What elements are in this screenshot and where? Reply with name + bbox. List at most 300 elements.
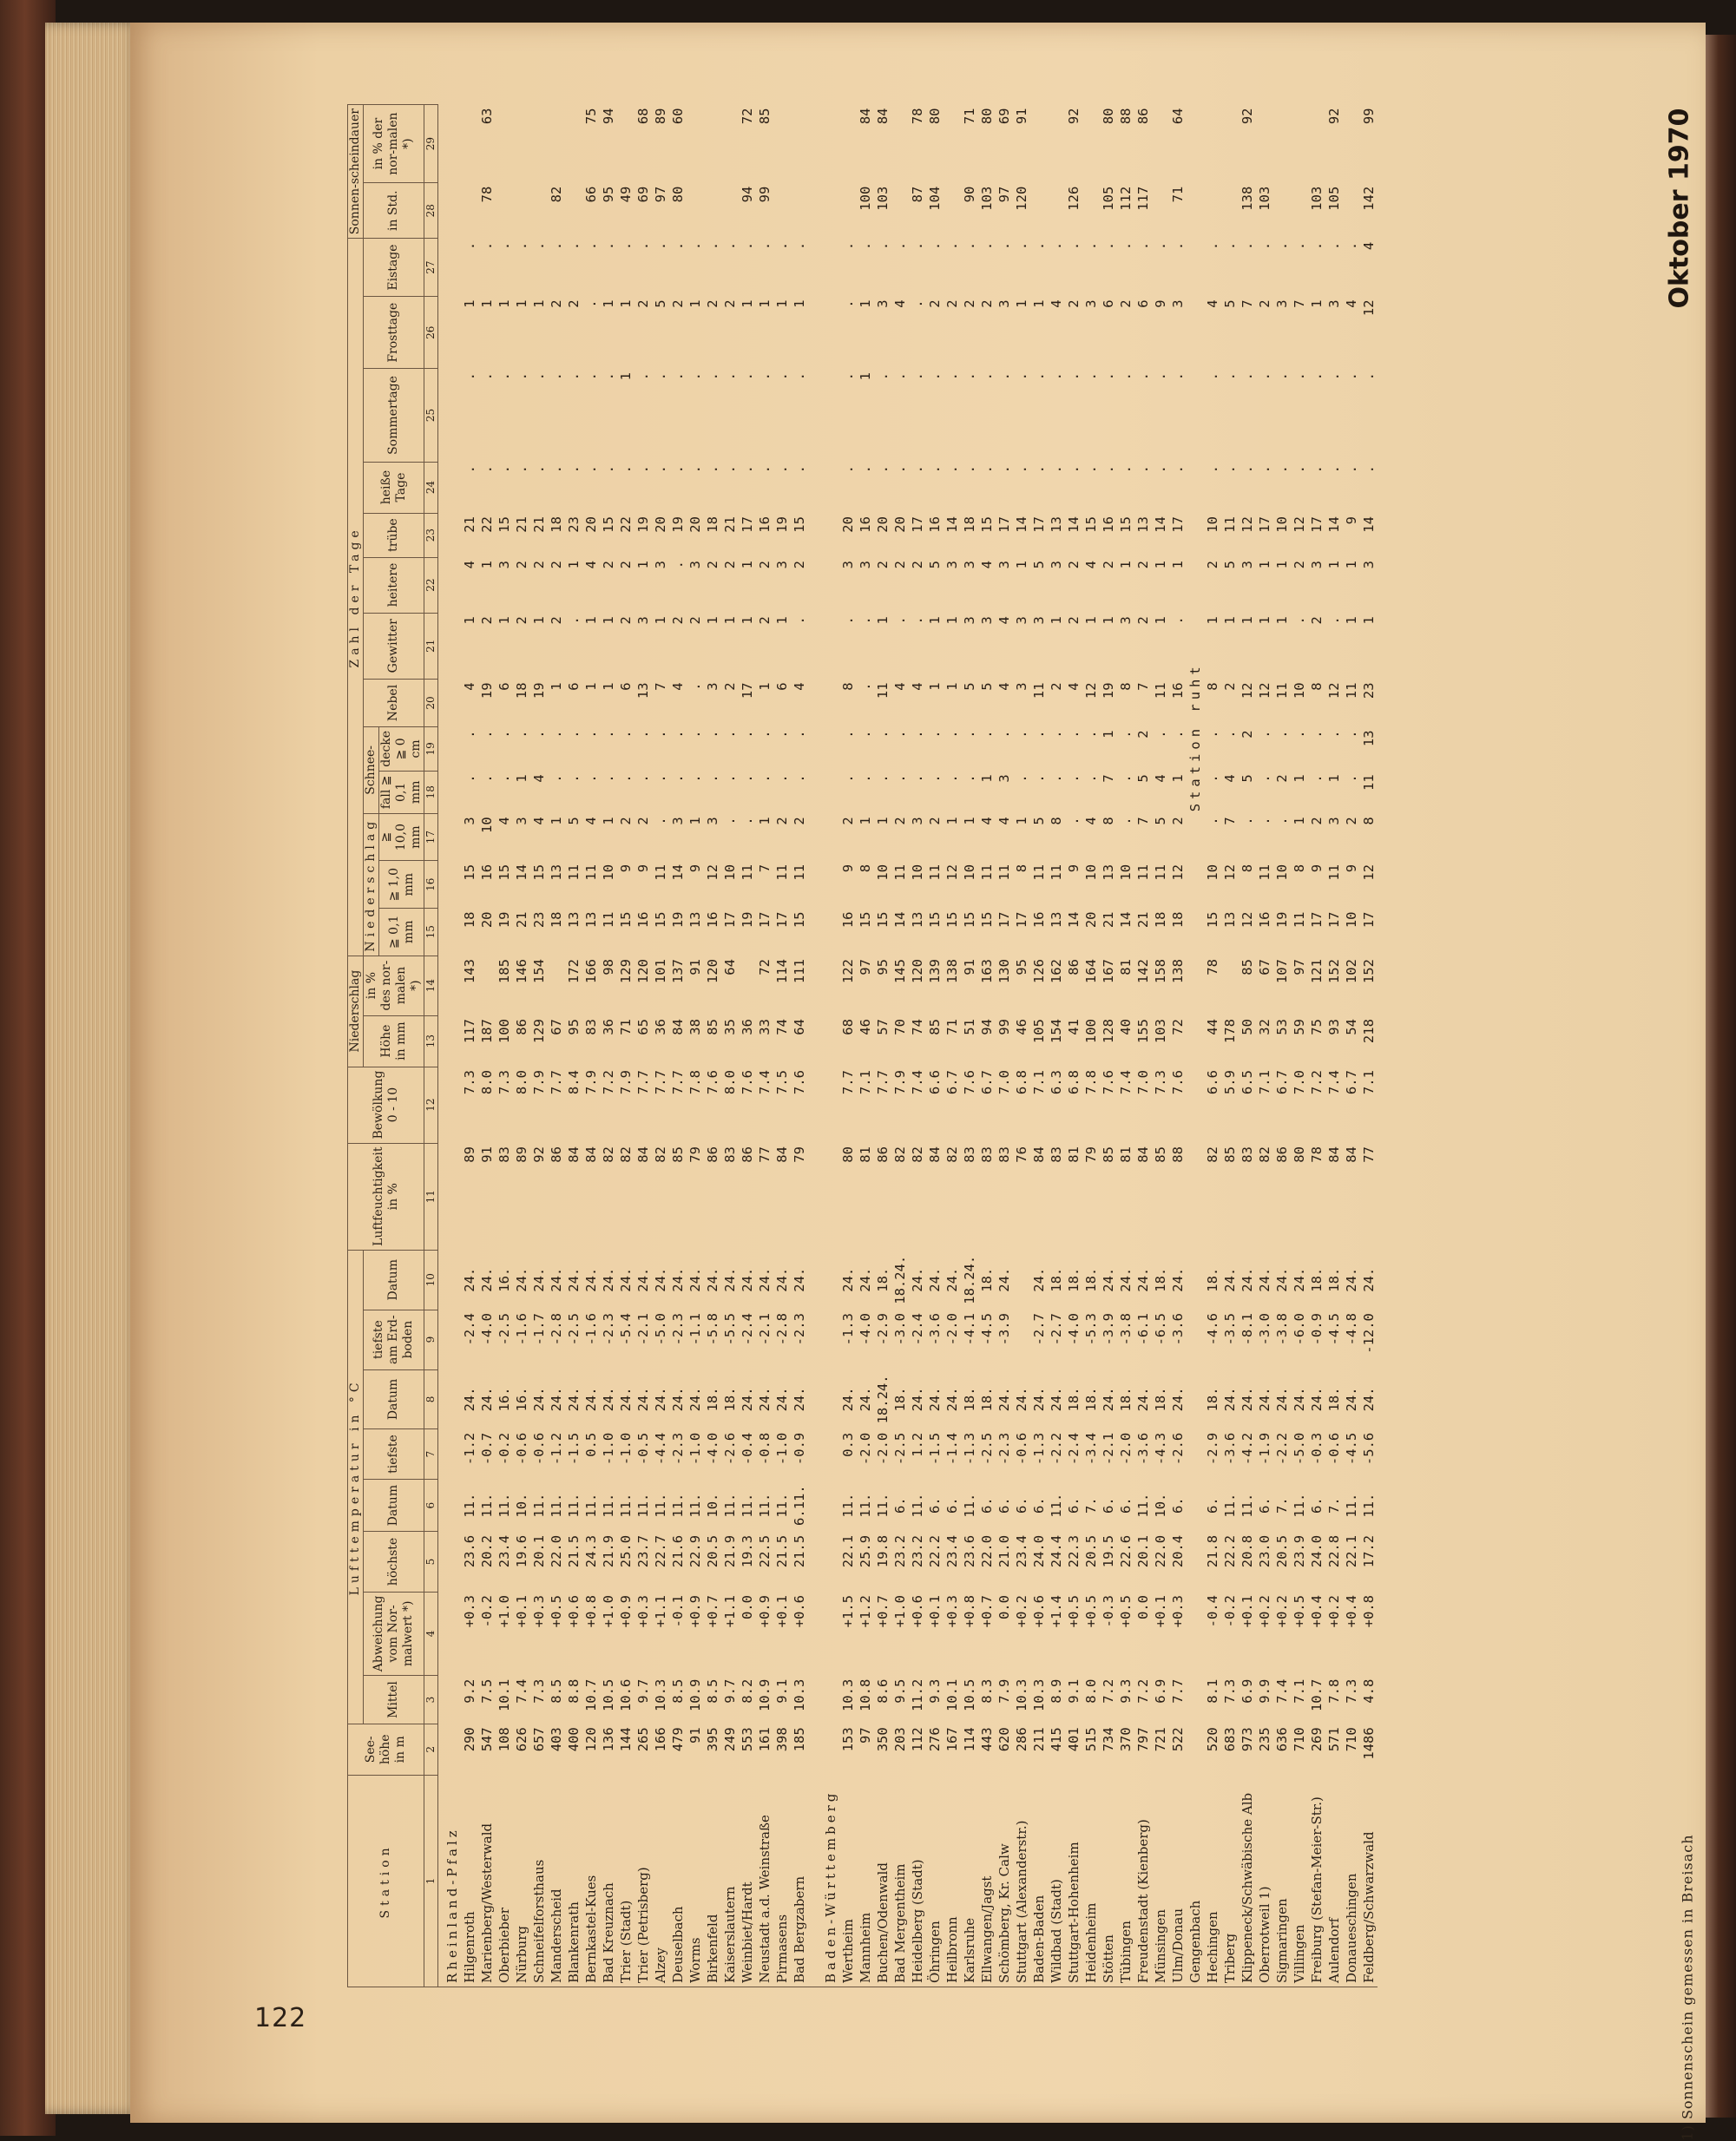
data-cell: 1	[1326, 561, 1342, 569]
data-cell: -2.4	[1066, 1432, 1082, 1466]
data-cell: 1	[496, 299, 512, 308]
data-cell: 11.	[774, 1493, 790, 1518]
data-cell: -1.3	[962, 1432, 977, 1466]
data-cell: -2.9	[875, 1313, 891, 1346]
data-cell: 91	[479, 1146, 495, 1163]
data-cell	[721, 105, 739, 183]
column-number: 15	[424, 908, 438, 956]
data-cell: 91	[1014, 108, 1029, 125]
data-cell: 95	[1014, 959, 1029, 975]
data-cell	[739, 956, 756, 1015]
data-cell: 11	[566, 864, 582, 881]
data-cell	[1048, 183, 1065, 239]
data-cell: .	[740, 371, 755, 381]
table-row	[1117, 105, 1134, 1987]
data-cell: 21.9	[722, 1534, 738, 1568]
data-cell: 23	[531, 911, 547, 929]
data-cell: 24.	[910, 1387, 925, 1412]
sub-ge-0-1: ≧ 0,1 mm	[379, 908, 424, 956]
sub-schneedecke: decke ≧ 0 cm	[379, 726, 424, 771]
table-row	[582, 105, 600, 1987]
data-cell: 85	[1240, 959, 1255, 975]
group-heading: Baden-Württemberg	[817, 105, 839, 1987]
data-cell: 103	[1309, 186, 1325, 211]
data-cell: -0.3	[1101, 1595, 1116, 1628]
data-cell: 24.	[1257, 1387, 1272, 1412]
data-cell: -6.5	[1153, 1313, 1168, 1346]
data-cell: 12	[1240, 911, 1255, 929]
data-cell: .	[653, 465, 668, 474]
data-cell: 3	[635, 616, 651, 625]
data-cell: .	[1274, 730, 1290, 739]
data-cell: 72	[757, 959, 773, 975]
data-cell: 23.2	[892, 1534, 908, 1568]
data-cell: 7.2	[1309, 1070, 1325, 1095]
data-cell: 10	[479, 817, 495, 833]
data-cell: 3	[687, 561, 703, 569]
data-cell: 2	[927, 299, 943, 308]
data-cell: .	[1101, 371, 1116, 381]
data-cell: 17	[740, 516, 755, 533]
data-cell: 7.1	[1361, 1070, 1377, 1095]
data-cell: 24.0	[1031, 1534, 1047, 1568]
data-cell: 1	[1344, 561, 1359, 569]
data-cell: 8	[1049, 817, 1064, 825]
data-cell: 12	[1240, 682, 1255, 699]
data-cell: 11	[1135, 864, 1151, 881]
data-cell: .	[722, 730, 738, 739]
data-cell: .	[858, 774, 873, 783]
data-cell: 3	[705, 682, 720, 691]
data-cell: +1.5	[840, 1595, 856, 1628]
data-cell: 53	[1274, 1019, 1290, 1035]
data-cell: 7.6	[1101, 1070, 1116, 1095]
data-cell: 7.7	[549, 1070, 564, 1095]
data-cell: 11	[927, 864, 943, 881]
data-cell: 10	[1205, 516, 1220, 533]
data-cell: +0.8	[962, 1595, 977, 1628]
data-cell: 2	[479, 616, 495, 625]
data-cell: .	[740, 817, 755, 825]
data-cell: -2.0	[858, 1432, 873, 1466]
data-cell: -3.5	[1222, 1313, 1238, 1346]
data-cell: .	[549, 241, 564, 251]
data-cell: .	[858, 465, 873, 474]
data-cell: 84	[583, 1146, 599, 1163]
data-cell: 89	[653, 108, 668, 125]
data-cell: 3	[670, 817, 686, 825]
data-cell: 6.	[979, 1497, 995, 1514]
data-cell: 20	[1083, 911, 1099, 929]
data-cell: 5	[653, 299, 668, 308]
data-cell: 3	[1014, 682, 1029, 691]
sub-hoehe-mm: Höhe in mm	[364, 1015, 424, 1067]
data-cell: 10.3	[792, 1678, 807, 1712]
group-heading-row	[817, 105, 839, 1987]
data-cell: 7.4	[757, 1070, 773, 1095]
data-cell: 14	[892, 911, 908, 929]
table-row	[739, 105, 756, 1987]
data-cell: .	[653, 774, 668, 783]
data-cell: 2	[792, 561, 807, 569]
data-cell: 19	[479, 682, 495, 699]
data-cell: 18	[1170, 911, 1186, 929]
data-cell: 1	[1292, 774, 1307, 783]
data-cell: 8.2	[740, 1678, 755, 1704]
data-cell: .	[927, 730, 943, 739]
data-cell: 15	[944, 911, 960, 929]
data-cell: 82	[653, 1146, 668, 1163]
data-cell: 84	[670, 1019, 686, 1035]
data-cell: 18	[962, 516, 977, 533]
data-cell: -5.3	[1083, 1313, 1099, 1346]
data-cell: -5.5	[722, 1313, 738, 1346]
table-row	[1343, 105, 1360, 1987]
data-cell: 105	[1326, 186, 1342, 211]
data-cell: +1.1	[653, 1595, 668, 1628]
data-cell: 4	[996, 616, 1012, 625]
data-cell: 18.	[979, 1387, 995, 1412]
data-cell: 7	[1135, 682, 1151, 691]
data-cell: 16	[1170, 682, 1186, 699]
data-cell: -2.8	[774, 1313, 790, 1346]
data-cell: 7.7	[670, 1070, 686, 1095]
data-cell: 11.	[601, 1493, 616, 1518]
data-cell: 6	[566, 682, 582, 691]
data-cell: .	[1309, 241, 1325, 251]
data-cell: -3.0	[1257, 1313, 1272, 1346]
data-cell	[773, 183, 791, 239]
data-cell: .	[1257, 774, 1272, 783]
data-cell: 2	[1066, 299, 1082, 308]
table-row	[839, 105, 857, 1987]
data-cell	[513, 105, 530, 183]
data-cell: 23.4	[496, 1534, 512, 1568]
data-cell: 18	[549, 516, 564, 533]
column-number: 21	[424, 613, 438, 679]
data-cell: +0.9	[618, 1595, 634, 1628]
column-number: 16	[424, 861, 438, 909]
data-cell: -2.5	[566, 1313, 582, 1346]
data-cell: 24.	[1101, 1267, 1116, 1292]
data-cell: 7.0	[1292, 1070, 1307, 1095]
data-cell: .	[1205, 241, 1220, 251]
data-cell: 13	[1361, 730, 1377, 747]
data-cell: 6.8	[1014, 1070, 1029, 1095]
data-cell: 1	[601, 616, 616, 625]
data-cell: 1	[549, 682, 564, 691]
data-cell: 82	[549, 186, 564, 203]
data-cell: -5.0	[1292, 1432, 1307, 1466]
data-cell: 6.	[1205, 1497, 1220, 1514]
data-cell: 8	[1309, 682, 1325, 691]
data-cell: 24.	[670, 1387, 686, 1412]
data-cell: 9.7	[722, 1678, 738, 1704]
data-cell: 75	[583, 108, 599, 125]
data-cell: 24.	[1031, 1267, 1047, 1292]
data-cell: 18.	[1153, 1267, 1168, 1292]
data-cell: 12	[1326, 682, 1342, 699]
station-status: Station ruht	[1187, 662, 1203, 812]
data-cell: .	[1083, 774, 1099, 783]
data-cell: 24.	[601, 1267, 616, 1292]
data-cell: .	[1344, 730, 1359, 739]
data-cell: +0.4	[1309, 1595, 1325, 1628]
data-cell: 21.6	[670, 1534, 686, 1568]
data-cell: 19.6	[514, 1534, 529, 1568]
table-row	[530, 105, 548, 1987]
data-cell: -0.5	[635, 1432, 651, 1466]
data-cell: 11.	[479, 1493, 495, 1518]
data-cell: 19.5	[1101, 1534, 1116, 1568]
data-cell: 2	[601, 561, 616, 569]
data-cell: 138	[1170, 959, 1186, 984]
data-cell: .	[1031, 730, 1047, 739]
data-cell: .	[910, 774, 925, 783]
data-cell: 18.	[892, 1387, 908, 1412]
table-row	[857, 105, 874, 1987]
data-cell: 4	[462, 682, 477, 691]
data-cell: 82	[1205, 1146, 1220, 1163]
col-zahl-der-tage: Zahl der Tage	[348, 239, 364, 956]
data-cell: 2	[1222, 682, 1238, 691]
data-cell: 120	[1014, 186, 1029, 211]
data-cell: 16	[1031, 911, 1047, 929]
data-cell: 6	[774, 682, 790, 691]
data-cell: 10.	[514, 1493, 529, 1518]
station-name: Nürburg	[513, 1775, 530, 1987]
data-cell: -1.2	[462, 1432, 477, 1466]
data-cell	[1187, 1429, 1204, 1480]
data-cell: .	[996, 371, 1012, 381]
data-cell: 24.	[583, 1387, 599, 1412]
data-cell: 10	[910, 864, 925, 881]
data-cell: 64	[792, 1019, 807, 1035]
data-cell: 11.	[653, 1493, 668, 1518]
data-cell: .	[1049, 465, 1064, 474]
data-cell: .	[875, 465, 891, 474]
data-cell: 276	[927, 1727, 943, 1752]
data-cell: 136	[601, 1727, 616, 1752]
data-cell: 8	[1118, 682, 1134, 691]
data-cell: .	[1205, 371, 1220, 381]
data-cell: 2	[514, 616, 529, 625]
data-cell: 10	[1274, 864, 1290, 881]
data-cell: .	[670, 730, 686, 739]
data-cell: 5	[1031, 817, 1047, 825]
data-cell: 85	[1222, 1146, 1238, 1163]
data-cell: 24.	[996, 1387, 1012, 1412]
data-cell: 7.8	[1083, 1070, 1099, 1095]
data-cell: .	[892, 774, 908, 783]
data-cell: 17	[1257, 516, 1272, 533]
data-cell: 1	[1031, 299, 1047, 308]
data-cell: 24.	[740, 1387, 755, 1412]
data-cell: 24.	[531, 1267, 547, 1292]
data-cell: -6.0	[1292, 1313, 1307, 1346]
data-cell	[704, 105, 721, 183]
data-cell: 84	[927, 1146, 943, 1163]
data-cell: 11	[1222, 516, 1238, 533]
data-cell: 11.	[1361, 1493, 1377, 1518]
data-cell: 71	[944, 1019, 960, 1035]
data-cell: .	[944, 465, 960, 474]
data-cell: .	[566, 465, 582, 474]
data-cell: 24.	[583, 1267, 599, 1292]
data-cell: 5	[1135, 774, 1151, 783]
data-cell: .	[1240, 465, 1255, 474]
data-cell: 2	[722, 299, 738, 308]
data-cell: 85	[1153, 1146, 1168, 1163]
data-cell: 16.	[514, 1387, 529, 1412]
data-cell: 24.0	[1309, 1534, 1325, 1568]
data-cell: 1	[1326, 774, 1342, 783]
data-cell: .	[774, 730, 790, 739]
data-cell: 139	[927, 959, 943, 984]
data-cell: 121	[1309, 959, 1325, 984]
data-cell	[1221, 105, 1239, 183]
sub-heisse-tage: heiße Tage	[364, 462, 424, 513]
data-cell: 7.6	[1170, 1070, 1186, 1095]
data-cell	[944, 105, 961, 183]
data-cell: 23.6	[962, 1534, 977, 1568]
data-cell: .	[1292, 730, 1307, 739]
table-row	[1152, 105, 1169, 1987]
data-cell: -5.6	[1361, 1432, 1377, 1466]
column-number: 5	[424, 1532, 438, 1592]
data-cell: 81	[1066, 1146, 1082, 1163]
station-name: Stötten	[1100, 1775, 1117, 1987]
column-number: 6	[424, 1479, 438, 1532]
data-cell: 17	[996, 911, 1012, 929]
data-cell: .	[583, 730, 599, 739]
data-cell: +0.8	[583, 1595, 599, 1628]
data-cell: 6.6	[1205, 1070, 1220, 1095]
data-cell: 24.	[1274, 1267, 1290, 1292]
data-cell: .	[740, 730, 755, 739]
data-cell: 14	[1153, 516, 1168, 533]
data-cell: 95	[601, 186, 616, 203]
data-cell: .	[479, 241, 495, 251]
data-cell: .	[892, 465, 908, 474]
data-cell: 24.	[1361, 1387, 1377, 1412]
data-cell: 93	[1326, 1019, 1342, 1035]
data-cell: .	[566, 774, 582, 783]
data-cell: -4.0	[479, 1313, 495, 1346]
data-cell: 107	[1274, 959, 1290, 984]
data-cell	[1187, 1676, 1204, 1724]
data-cell: 2	[1309, 616, 1325, 625]
table-row	[1308, 105, 1325, 1987]
data-cell: 11	[996, 864, 1012, 881]
data-cell: .	[892, 241, 908, 251]
data-cell: 17	[722, 911, 738, 929]
data-cell: 5	[566, 817, 582, 825]
data-cell: 17.2	[1361, 1534, 1377, 1568]
data-cell: 155	[1135, 1019, 1151, 1044]
data-cell: 11.	[462, 1493, 477, 1518]
data-cell: 10.1	[496, 1678, 512, 1712]
data-cell: 36	[601, 1019, 616, 1035]
rotated-table-block	[347, 104, 1667, 1987]
data-cell: +0.3	[531, 1595, 547, 1628]
sub-abweichung: Abweichung vom Nor-malwert *)	[364, 1592, 424, 1676]
data-cell: 6.	[1031, 1497, 1047, 1514]
data-cell: 84	[1344, 1146, 1359, 1163]
data-cell: 16	[858, 516, 873, 533]
data-cell: .	[722, 371, 738, 381]
data-cell	[944, 183, 961, 239]
data-cell: -0.6	[1014, 1432, 1029, 1466]
data-cell: 5	[962, 682, 977, 691]
data-cell: 1	[1222, 616, 1238, 625]
data-cell: -5.4	[618, 1313, 634, 1346]
data-cell: .	[583, 299, 599, 308]
table-row	[1221, 105, 1239, 1987]
data-cell	[791, 105, 808, 183]
data-cell: .	[1240, 241, 1255, 251]
data-cell: 11.	[740, 1493, 755, 1518]
data-cell: 18.	[1066, 1387, 1082, 1412]
data-cell: 4	[496, 817, 512, 825]
data-cell: 24.	[1222, 1267, 1238, 1292]
data-cell: -2.5	[979, 1432, 995, 1466]
data-cell: 85	[705, 1019, 720, 1035]
data-cell: 10.3	[1014, 1678, 1029, 1712]
station-name: Neustadt a.d. Weinstraße	[756, 1775, 773, 1987]
sub-tiefste-erdboden: tiefste am Erd-boden	[364, 1310, 424, 1369]
data-cell: 3	[514, 817, 529, 825]
data-cell: 185	[792, 1727, 807, 1752]
data-cell: 6.	[892, 1497, 908, 1514]
station-name: Pirmasens	[773, 1775, 791, 1987]
sub-tiefste: tiefste	[364, 1429, 424, 1480]
data-cell	[1204, 183, 1221, 239]
data-cell: -0.2	[1222, 1595, 1238, 1628]
data-cell: 12	[705, 864, 720, 881]
data-cell: .	[858, 616, 873, 625]
data-cell	[548, 956, 565, 1015]
data-cell: 15	[792, 911, 807, 929]
data-cell: 24.	[462, 1267, 477, 1292]
data-cell	[1187, 1724, 1204, 1775]
data-cell: 11.	[1222, 1493, 1238, 1518]
data-cell: 18.	[1326, 1267, 1342, 1292]
data-cell	[1256, 105, 1273, 183]
data-cell: -4.0	[858, 1313, 873, 1346]
data-cell: 11.	[1344, 1493, 1359, 1518]
data-cell: .	[840, 465, 856, 474]
data-cell	[1221, 956, 1239, 1015]
data-cell: 14	[1014, 516, 1029, 533]
data-cell: 1	[618, 371, 634, 381]
data-cell: 14	[1066, 516, 1082, 533]
data-cell: 350	[875, 1727, 891, 1752]
data-cell: 286	[1014, 1727, 1029, 1752]
data-cell: 12	[944, 864, 960, 881]
data-cell	[1187, 1479, 1204, 1532]
data-cell: 71	[962, 108, 977, 125]
data-cell: 18.24.	[892, 1255, 908, 1304]
data-cell: 11	[1153, 682, 1168, 699]
data-cell: 1	[962, 817, 977, 825]
data-cell: 7.4	[1118, 1070, 1134, 1095]
data-cell: 24.	[1344, 1267, 1359, 1292]
data-cell: 1	[722, 616, 738, 625]
data-cell: 7.7	[1170, 1678, 1186, 1704]
data-cell: -3.8	[1274, 1313, 1290, 1346]
data-cell: -0.2	[479, 1595, 495, 1628]
